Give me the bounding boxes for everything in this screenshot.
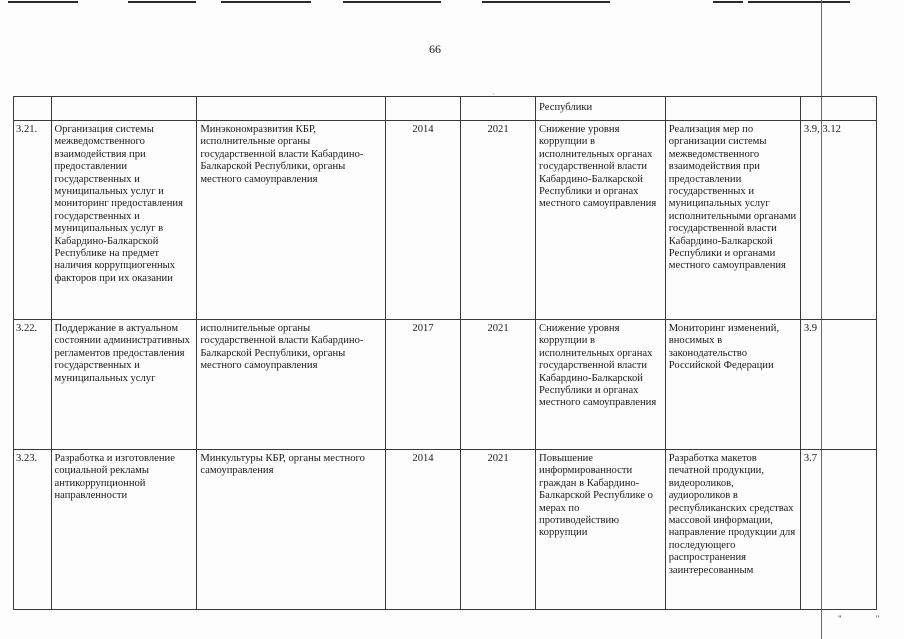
cell-start-year: 2017 <box>385 320 460 450</box>
cell-executors: Минкультуры КБР, органы местного самоуправления <box>197 450 386 610</box>
cell-start-year: 2014 <box>385 121 460 320</box>
cell-start-year: 2014 <box>385 450 460 610</box>
scan-mark <box>128 1 196 3</box>
cell-indicators: Мониторинг изменений, вносимых в законодательство Российской Федерации <box>665 320 800 450</box>
cell-end-year: 2021 <box>461 121 536 320</box>
result-continuation-text: Республики <box>539 102 593 114</box>
scan-mark <box>748 1 850 3</box>
cell-start-year <box>385 97 460 121</box>
cell-name: Организация системы межведомственного взаимодействия при предоставлении государственных и муниципальных услуг и мониторинг предоставления государственных и муниципальных услуг в Кабардино-Балкарской Республике на предмет наличия коррупциогенных факторов при их оказании <box>51 121 197 320</box>
cell-num <box>14 121 52 320</box>
table-row-continuation <box>14 97 877 121</box>
cell-executors: Минэкономразвития КБР, исполнительные органы государственной власти Кабардино-Балкарской Республики, органы местного самоуправления <box>197 121 386 320</box>
cell-end-year <box>461 97 536 121</box>
cell-name: Разработка и изготовление социальной рекламы антикоррупционной направленности <box>51 450 197 610</box>
row-number: 3.21. <box>16 124 38 135</box>
scan-corner-marks <box>838 614 913 624</box>
cell-indicators: Реализация мер по организации системы межведомственного взаимодействия при предоставлении государственных и муниципальных услуг исполнительными органами государственной власти Кабардино-Балкарской Республики и органами местного самоуправления <box>665 121 800 320</box>
cell-executors <box>197 97 386 121</box>
row-number: 3.23. <box>16 453 38 464</box>
cell-indicators: Разработка макетов печатной продукции, видеороликов, аудиороликов в республиканских средствах массовой информации, направление продукции для последующего распространения заинтересованным <box>665 450 800 610</box>
cell-executors: исполнительные органы государственной власти Кабардино-Балкарской Республики, органы местного самоуправления <box>197 320 386 450</box>
corner-mark: " <box>838 614 876 624</box>
row-number: 3.22. <box>16 323 38 334</box>
corner-mark: " <box>875 614 913 624</box>
scan-mark <box>8 1 78 3</box>
scan-dot: · <box>492 90 495 99</box>
cell-num <box>14 320 52 450</box>
cell-name <box>51 97 197 121</box>
scan-mark <box>482 1 610 3</box>
cell-result <box>536 97 666 121</box>
cell-end-year: 2021 <box>461 450 536 610</box>
cell-indicators <box>665 97 800 121</box>
cell-result: Снижение уровня коррупции в исполнительных органах государственной власти Кабардино-Балкарской Республики и органах местного самоуправления <box>536 320 666 450</box>
cell-ref: 3.9, 3.12 <box>800 121 876 320</box>
table-row <box>14 121 877 320</box>
cell-name: Поддержание в актуальном состоянии административных регламентов предоставления государственных и муниципальных услуг <box>51 320 197 450</box>
cell-ref <box>800 97 876 121</box>
table-row <box>14 450 877 610</box>
cell-ref: 3.7 <box>800 450 876 610</box>
cell-num <box>14 97 52 121</box>
page-number: 66 <box>429 42 441 56</box>
cell-result: Повышение информированности граждан в Кабардино-Балкарской Республике о мерах по противодействию коррупции <box>536 450 666 610</box>
scan-mark <box>713 1 743 3</box>
scan-mark <box>343 1 441 3</box>
cell-end-year: 2021 <box>461 320 536 450</box>
measures-table <box>13 96 877 610</box>
cell-ref: 3.9 <box>800 320 876 450</box>
cell-num <box>14 450 52 610</box>
table-row <box>14 320 877 450</box>
scan-mark <box>221 1 311 3</box>
cell-result: Снижение уровня коррупции в исполнительных органах государственной власти Кабардино-Балкарской Республики и органах местного самоуправления <box>536 121 666 320</box>
